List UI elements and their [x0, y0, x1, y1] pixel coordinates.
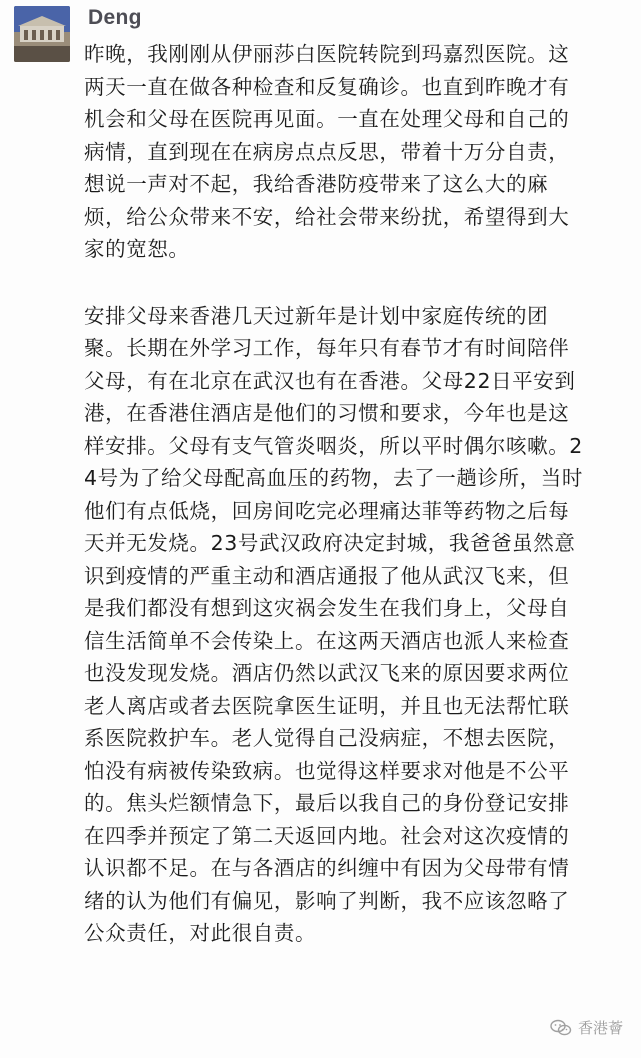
- avatar-photo-icon: [14, 6, 70, 62]
- watermark-text: 香港薈: [577, 1019, 623, 1037]
- post-content: [84, 38, 584, 950]
- author-name[interactable]: Deng: [88, 6, 142, 29]
- post-paragraph-1: 昨晚，我刚刚从伊丽莎白医院转院到玛嘉烈医院。这两天一直在做各种检查和反复确诊。也直到昨晚才有机会和父母在医院再见面。一直在处理父母和自己的病情，直到现在在病房点点反思，带着十万分自责，想说一声对不起，我给香港防疫带来了这么大的麻烦，给公众带来不安，给社会带来纷扰，希望得到大家的宽恕。: [84, 42, 570, 261]
- post-paragraph-2: 安排父母来香港几天过新年是计划中家庭传统的团聚。长期在外学习工作，每年只有春节才有时间陪伴父母，有在北京在武汉也有在香港。父母22日平安到港，在香港住酒店是他们的习惯和要求，今年也是这样安排。父母有支气管炎咽炎，所以平时偶尔咳嗽。24号为了给父母配高血压的药物，去了一趟诊所，当时他们有点低烧，回房间吃完必理痛达菲等药物之后每天并无发烧。23号武汉政府决定封城，我爸爸虽然意识到疫情的严重主动和酒店通报了他从武汉飞来，但是我们都没有想到这灾祸会发生在我们身上，父母自信生活简单不会传染上。在这两天酒店也派人来检查也没发现发烧。酒店仍然以武汉飞来的原因要求两位老人离店或者去医院拿医生证明，并且也无法帮忙联系医院救护车。老人觉得自己没病症，不想去医院，怕没有病被传染致病。也觉得这样要求对他是不公平的。焦头烂额情急下，最后以我自己的身份登记安排在四季并预定了第二天返回内地。社会对这次疫情的认识都不足。在与各酒店的纠缠中有因为父母带有情绪的认为他们有偏见，影响了判断，我不应该忽略了公众责任，对此很自责。: [84, 303, 583, 945]
- avatar[interactable]: [14, 6, 70, 62]
- wechat-icon: [550, 1019, 572, 1037]
- watermark: [550, 1017, 623, 1038]
